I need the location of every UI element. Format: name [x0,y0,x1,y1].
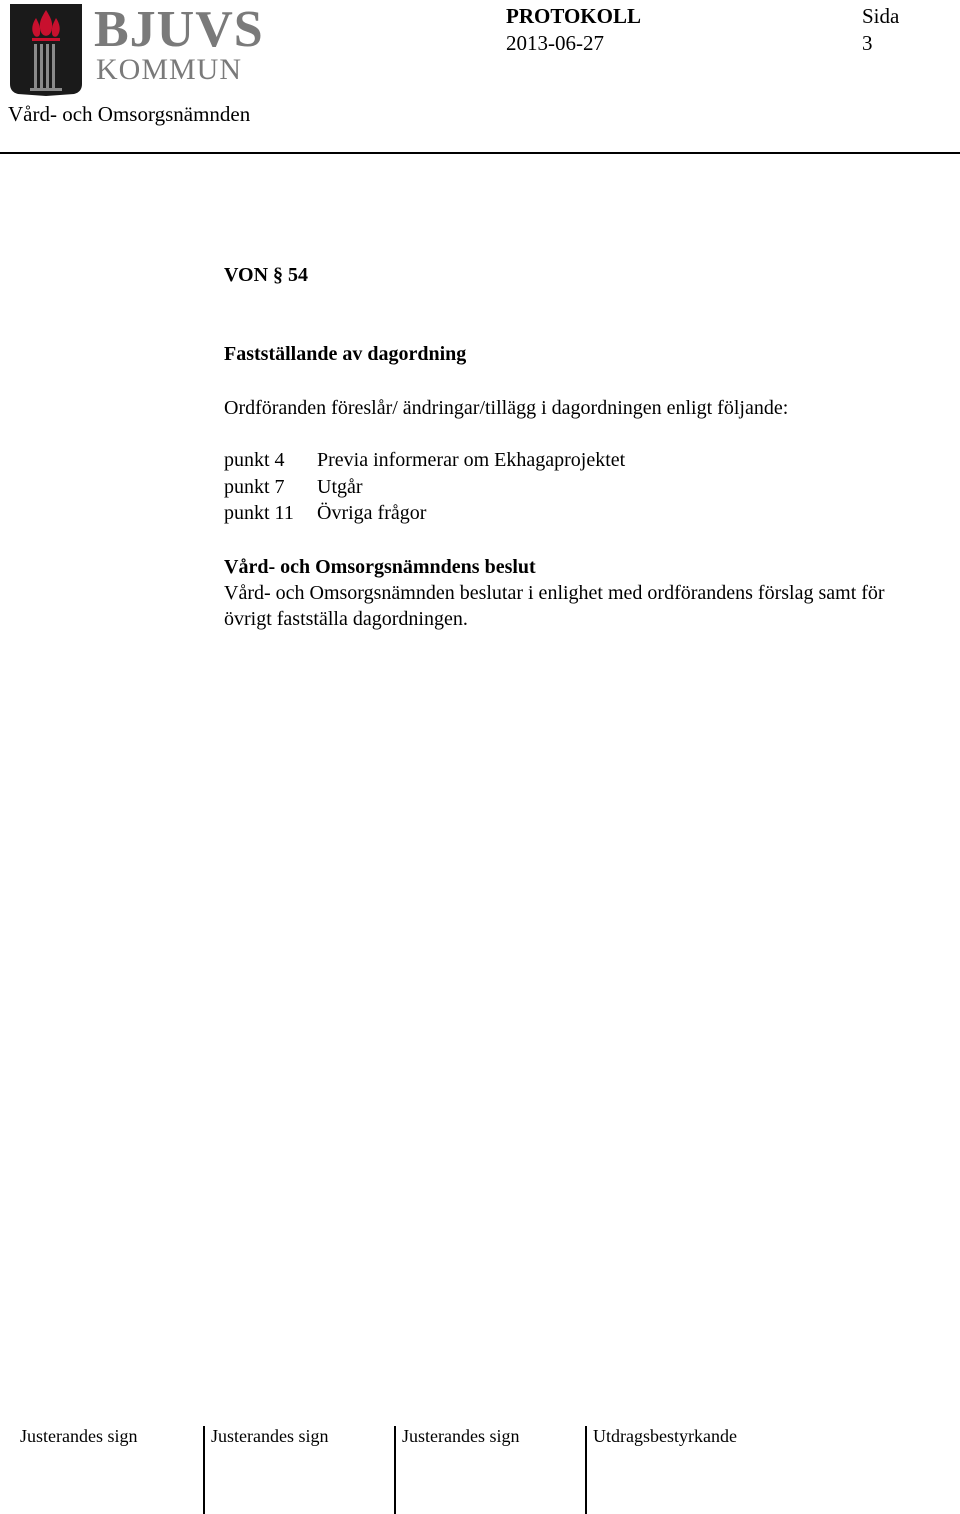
signature-divider [585,1426,587,1514]
signature-divider [394,1426,396,1514]
item-number: punkt 7 [224,475,285,498]
page-number: 3 [862,31,873,55]
signature-label-1: Justerandes sign [20,1426,138,1446]
item-text: Previa informerar om Ekhagaprojektet [317,449,626,471]
item-number: punkt 11 [224,502,294,524]
agenda-changes-list [224,447,625,527]
extract-certification-label: Utdragsbestyrkande [593,1426,737,1446]
signature-divider [203,1426,205,1514]
header-divider [0,152,960,154]
section-title: Fastställande av dagordning [224,343,467,365]
decision-heading: Vård- och Omsorgsnämndens beslut [224,556,536,578]
committee-name: Vård- och Omsorgsnämnden [8,102,251,126]
list-item [224,447,625,474]
logo-wordmark-kommun: KOMMUN [96,53,243,86]
intro-paragraph: Ordföranden föreslår/ ändringar/tillägg i dagordningen enligt följande: [224,397,789,419]
item-text: Utgår [317,475,363,498]
list-item [224,500,625,527]
document-type: PROTOKOLL [506,4,641,28]
item-text: Övriga frågor [317,502,427,524]
coat-of-arms-icon [10,4,82,96]
list-item [224,474,625,501]
signature-label-3: Justerandes sign [402,1426,520,1446]
decision-paragraph: Vård- och Omsorgsnämnden beslutar i enlighet med ordförandens förslag samt för övrigt fastställa dagordningen. [224,582,885,630]
section-id: VON § 54 [224,264,309,286]
item-number: punkt 4 [224,449,285,471]
signature-label-2: Justerandes sign [211,1426,329,1446]
page-label: Sida [862,4,900,28]
document-date: 2013-06-27 [506,31,604,55]
logo-wordmark-bjuvs: BJUVS [94,1,264,58]
